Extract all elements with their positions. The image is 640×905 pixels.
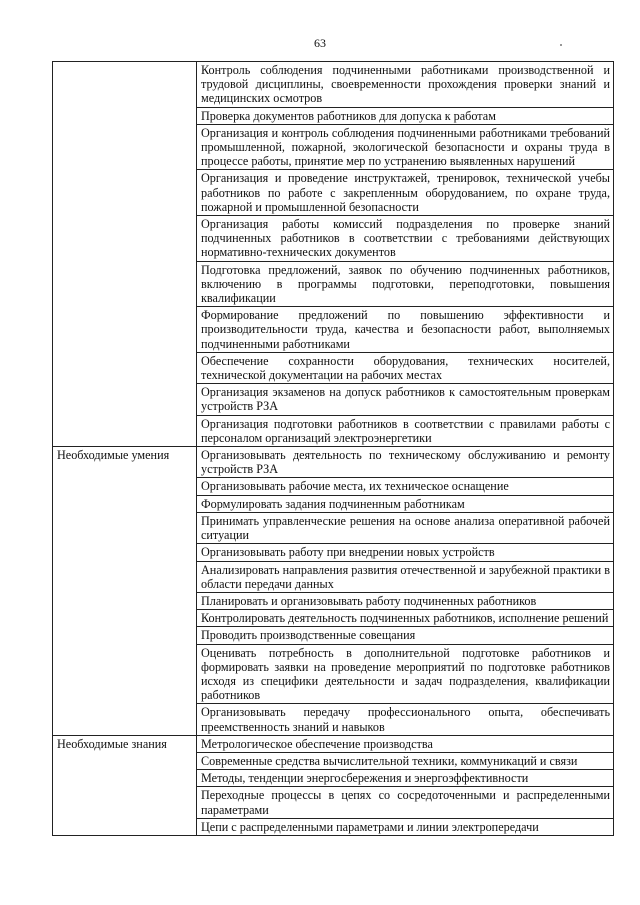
requirement-item: Оценивать потребность в дополнительной подготовке работников и формировать заявки на проведение мероприятий по подготовке работников исходя из специфики деятельности и задач подразделения, квалификации работников bbox=[197, 644, 614, 704]
page-number: 63 bbox=[314, 36, 326, 50]
requirement-item: Организовывать передачу профессионального опыта, обеспечивать преемственность знаний и навыков bbox=[197, 704, 614, 735]
requirement-item: Организация работы комиссий подразделения по проверке знаний подчиненных работников в соответствии с требованиями действующих нормативно-технических документов bbox=[197, 216, 614, 262]
section-label bbox=[53, 62, 197, 447]
table-row bbox=[53, 447, 614, 478]
requirement-item: Формирование предложений по повышению эффективности и производительности труда, качества и безопасности работ, выполняемых подчиненными работниками bbox=[197, 307, 614, 353]
requirement-item: Проводить производственные совещания bbox=[197, 627, 614, 644]
section-label: Необходимые знания bbox=[53, 735, 197, 835]
requirement-item: Цепи с распределенными параметрами и линии электропередачи bbox=[197, 818, 614, 835]
requirement-item: Переходные процессы в цепях со сосредоточенными и распределенными параметрами bbox=[197, 787, 614, 818]
requirement-item: Контроль соблюдения подчиненными работниками производственной и трудовой дисциплины, своевременности прохождения проверки знаний и медицинских осмотров bbox=[197, 62, 614, 108]
competency-table bbox=[52, 61, 614, 836]
requirement-item: Обеспечение сохранности оборудования, технических носителей, технической документации на рабочих местах bbox=[197, 352, 614, 383]
requirement-item: Контролировать деятельность подчиненных работников, исполнение решений bbox=[197, 610, 614, 627]
requirement-item: Организовывать рабочие места, их техническое оснащение bbox=[197, 478, 614, 495]
requirement-item: Организация и контроль соблюдения подчиненными работниками требований промышленной, пожарной, экологической безопасности и охраны труда в процессе работы, принятие мер по устранению выявленных нарушений bbox=[197, 124, 614, 170]
scan-speck bbox=[560, 44, 562, 46]
requirement-item: Организовывать деятельность по техническому обслуживанию и ремонту устройств РЗА bbox=[197, 447, 614, 478]
requirement-item: Организация и проведение инструктажей, тренировок, технической учебы работников по работе с закрепленным оборудованием, по охране труда, пожарной и промышленной безопасности bbox=[197, 170, 614, 216]
requirement-item: Методы, тенденции энергосбережения и энергоэффективности bbox=[197, 770, 614, 787]
requirement-item: Подготовка предложений, заявок по обучению подчиненных работников, включению в программы подготовки, переподготовки, повышения квалификации bbox=[197, 261, 614, 307]
requirement-item: Анализировать направления развития отечественной и зарубежной практики в области передачи данных bbox=[197, 561, 614, 592]
requirement-item: Организация экзаменов на допуск работников к самостоятельным проверкам устройств РЗА bbox=[197, 384, 614, 415]
requirement-item: Принимать управленческие решения на основе анализа оперативной рабочей ситуации bbox=[197, 512, 614, 543]
requirement-item: Планировать и организовывать работу подчиненных работников bbox=[197, 592, 614, 609]
section-label: Необходимые умения bbox=[53, 447, 197, 736]
requirement-item: Организация подготовки работников в соответствии с правилами работы с персоналом организаций электроэнергетики bbox=[197, 415, 614, 446]
requirement-item: Организовывать работу при внедрении новых устройств bbox=[197, 544, 614, 561]
requirement-item: Метрологическое обеспечение производства bbox=[197, 735, 614, 752]
table-row bbox=[53, 735, 614, 752]
requirement-item: Современные средства вычислительной техники, коммуникаций и связи bbox=[197, 752, 614, 769]
requirement-item: Проверка документов работников для допуска к работам bbox=[197, 107, 614, 124]
table-row bbox=[53, 62, 614, 108]
competency-table-body bbox=[53, 62, 614, 836]
requirement-item: Формулировать задания подчиненным работникам bbox=[197, 495, 614, 512]
